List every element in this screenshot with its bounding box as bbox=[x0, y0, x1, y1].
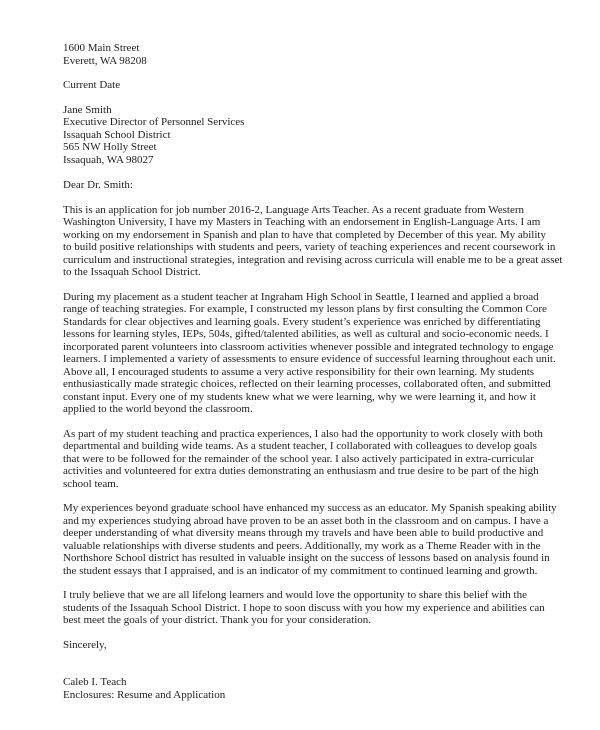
sender-street: 1600 Main Street bbox=[63, 42, 140, 54]
paragraph-line: Washington University, I have my Masters in Teaching with an endorsement in English-Language Arts. I am bbox=[63, 216, 541, 228]
closing-text: Sincerely, bbox=[63, 638, 107, 651]
date-text: Current Date bbox=[63, 79, 121, 91]
paragraph-line: the student essays that I appraised, and is an indicator of my commitment to continued learning and growth. bbox=[63, 564, 538, 577]
paragraph-line: activities and volunteered for extra duties demonstrating an enthusiasm and true desire to be part of the high bbox=[63, 465, 539, 477]
paragraph-line: incorporated parent volunteers into classroom activities whenever possible and integrated technology to engage bbox=[63, 340, 554, 353]
paragraph-line: range of teaching strategies. For example, I constructed my lesson plans by first consulting the Common Core bbox=[63, 303, 547, 315]
recipient-street: 565 NW Holly Street bbox=[63, 141, 157, 153]
salutation-text: Dear Dr. Smith: bbox=[63, 179, 133, 191]
paragraph-line: During my placement as a student teacher at Ingraham High School in Seattle, I learned and applied a broad bbox=[63, 290, 539, 303]
paragraph-line: Above all, I encouraged students to assume a very active responsibility for their own learning. My students bbox=[63, 365, 535, 378]
paragraph-line: I truly believe that we are all lifelong learners and would love the opportunity to share this belief with the bbox=[63, 589, 527, 601]
paragraph-line: valuable relationships with diverse students and peers. Additionally, my work as a Theme Reader with in the bbox=[63, 539, 541, 552]
paragraph-line: to build positive relationships with students and peers, variety of teaching experiences and recent coursework in bbox=[63, 241, 556, 253]
paragraph-line: applied to the world beyond the classroom. bbox=[63, 403, 253, 415]
paragraph-line: deeper understanding of what diversity means through my travels and have been able to build productive and bbox=[63, 527, 544, 539]
recipient-organization: Issaquah School District bbox=[63, 128, 171, 141]
recipient-title: Executive Director of Personnel Services bbox=[63, 116, 245, 128]
body-paragraph-experiences bbox=[63, 502, 557, 577]
signer-name: Caleb I. Teach bbox=[63, 676, 127, 688]
paragraph-line: that were to be followed for the remainder of the school year. I also actively participated in extra-curricular bbox=[63, 452, 534, 465]
salutation bbox=[63, 179, 533, 192]
paragraph-line: This is an application for job number 2016-2, Language Arts Teacher. As a recent graduate from Western bbox=[63, 203, 525, 216]
sender-address bbox=[63, 42, 533, 67]
letter-date bbox=[63, 79, 533, 92]
sender-city: Everett, WA 98208 bbox=[63, 54, 147, 67]
paragraph-line: students of the Issaquah School District. I hope to soon discuss with you how my experience and abilities can bbox=[63, 601, 545, 614]
paragraph-line: to the Issaquah School District. bbox=[63, 266, 201, 278]
body-paragraph-student-teaching bbox=[63, 290, 556, 416]
paragraph-line: best meet the goals of your district. Thank you for your consideration. bbox=[63, 614, 372, 626]
body-paragraph-teamwork bbox=[63, 427, 543, 491]
paragraph-line: working on my endorsement in Spanish and plan to have that completed by December of this year. My ability bbox=[63, 228, 546, 241]
enclosures-line: Enclosures: Resume and Application bbox=[63, 688, 226, 701]
paragraph-line: school team. bbox=[63, 477, 119, 490]
paragraph-line: departmental and building wide teams. As a student teacher, I collaborated with colleagues to develop goals bbox=[63, 440, 537, 452]
paragraph-line: curriculum and instructional strategies, integration and revising across curricula will enable me to be a great asset bbox=[63, 253, 563, 266]
closing bbox=[63, 639, 533, 652]
recipient-name: Jane Smith bbox=[63, 103, 112, 116]
paragraph-line: constant input. Every one of my students knew what we were learning, why we were learning it, and how it bbox=[63, 390, 536, 403]
paragraph-line: As part of my student teaching and practica experiences, I also had the opportunity to work closely with both bbox=[63, 427, 543, 440]
recipient-city: Issaquah, WA 98027 bbox=[63, 153, 154, 166]
paragraph-line: and my experiences studying abroad have proven to be an asset both in the classroom and on campus. I have a bbox=[63, 514, 549, 527]
paragraph-line: Northshore School district has resulted in valuable insight on the success of lessons based on analysis found in bbox=[63, 552, 550, 564]
cover-letter bbox=[63, 42, 563, 701]
signature-block bbox=[63, 676, 533, 701]
recipient-address bbox=[63, 104, 533, 167]
paragraph-line: enthusiastically made strategic choices, reflected on their learning processes, collaborated often, and submitted bbox=[63, 378, 551, 390]
body-paragraph-conclusion bbox=[63, 589, 545, 627]
paragraph-line: Standards for clear objectives and learning goals. Every student’s experience was enriched by differentiating bbox=[63, 315, 541, 328]
paragraph-line: My experiences beyond graduate school have enhanced my success as an educator. My Spanish speaking ability bbox=[63, 502, 557, 514]
body-paragraph-introduction bbox=[63, 203, 563, 279]
paragraph-line: learners. I implemented a variety of assessments to ensure evidence of successful learning throughout each unit. bbox=[63, 353, 556, 365]
paragraph-line: lessons for learning styles, IEPs, 504s, gifted/talented abilities, as well as cultural and socio-economic needs. I bbox=[63, 328, 549, 340]
